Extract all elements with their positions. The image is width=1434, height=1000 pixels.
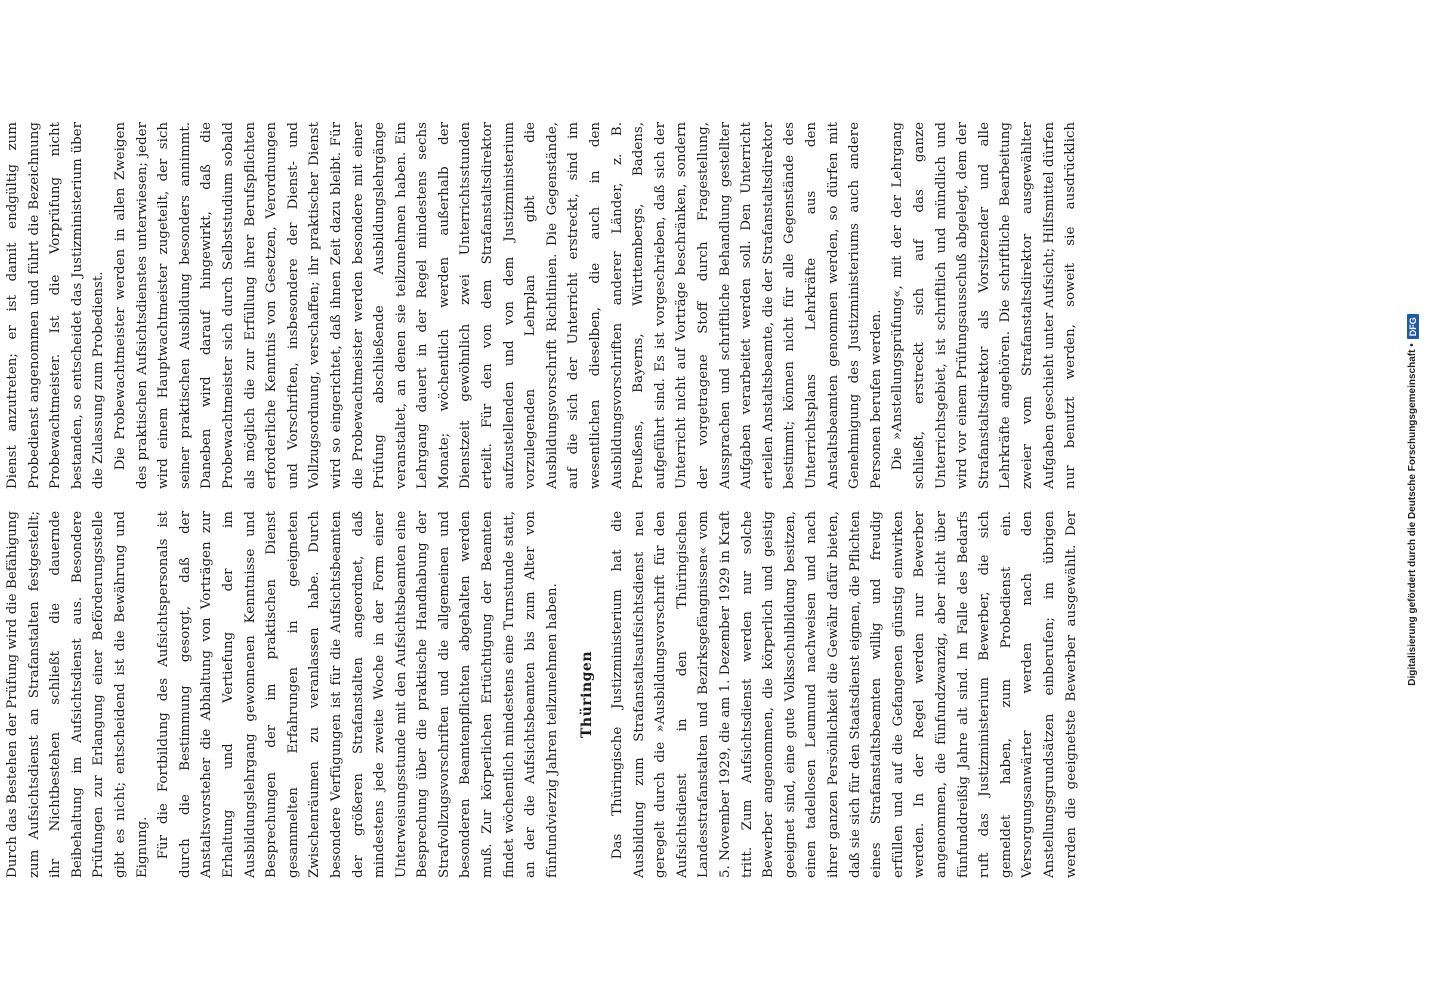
paragraph: Für die Fortbildung des Aufsichtspersonals ist durch die Bestimmung gesorgt, daß der Anstaltsvorsteher die Abhaltung von Vorträgen zur Erhaltung und Vertiefung der im Ausbildungslehrgang gewonnenen Kenntnisse und Besprechungen der im praktischen Dienst gesammelten Erfahrungen in geeigneten Zwischenräumen zu veranlassen habe. Durch besondere Verfügungen ist für die Aufsichtsbeamten der größeren Strafanstalten angeordnet, daß mindestens jede zweite Woche in der Form einer Unterweisungsstunde mit den Aufsichtsbeamten eine Besprechung über die praktische Handhabung der Strafvollzugsvorschriften und die allgemeinen und besonderen Beamtenpflichten abgehalten werden muß. Zur körperlichen Ertüchtigung der Beamten findet wöchentlich mindestens eine Turnstunde statt, an der die Aufsichtsbeamten bis zum Alter von fünfundvierzig Jahren teilzunehmen haben. (156, 511, 560, 878)
paragraph: Dienst anzutreten; er ist damit endgültig zum Probedienst angenommen und führt die Bezeichnung Probewachtmeister. Ist die Vorprüfung nicht bestanden, so entscheidet das Justizministerium über die Zulassung zum Probedienst. (5, 122, 107, 489)
right-column (2, 122, 1082, 489)
digitization-note (1404, 0, 1422, 1000)
paragraph: Durch das Bestehen der Prüfung wird die Befähigung zum Aufsichtsdienst an Strafanstalten festgestellt; ihr Nichtbestehen schließt die dauernde Beibehaltung im Aufsichtsdienst aus. Besondere Prüfungen zur Erlangung einer Beförderungsstelle gibt es nicht; entscheidend ist die Bewährung und Eignung. (5, 511, 150, 878)
dfg-logo: DFG (1407, 314, 1419, 339)
section-heading: Thüringen (579, 650, 596, 739)
rotated-document-page (0, 100, 1120, 900)
text-columns (2, 122, 1082, 878)
paragraph: Das Thüringische Justizministerium hat die Ausbildung zum Strafanstaltsaufsichtsdienst neu geregelt durch die »Ausbildungsvorschrift für den Aufsichtsdienst in den Thüringischen Landesstrafanstalten und Bezirksgefängnissen« vom 5. November 1929, die am 1. Dezember 1929 in Kraft tritt. Zum Aufsichtsdienst werden nur solche Bewerber angenommen, die körperlich und geistig geeignet sind, eine gute Volksschulbildung besitzen, einen tadellosen Leumund nachweisen und nach ihrer ganzen Persönlichkeit die Gewähr dafür bieten, daß sie sich für den Staatsdienst eignen, die Pflichten eines Strafanstaltsbeamten willig und freudig erfüllen und auf die Gefangenen günstig einwirken werden. In der Regel werden nur Bewerber angenommen, die fünfundzwanzig, aber nicht über fünfunddreißig Jahre alt sind. Im Falle des Bedarfs ruft das Justizministerium Bewerber, die sich gemeldet haben, zum Probedienst ein. Versorgungsanwärter werden nach den Anstellungsgrundsätzen einberufen; im übrigen werden die geeignetste Bewerber ausgewählt. Der (610, 511, 1079, 878)
digitization-note-text: Digitalisierung gefördert durch die Deutsche Forschungsgemeinschaft • (1407, 343, 1418, 686)
paragraph: Die Probewachtmeister werden in allen Zweigen des praktischen Aufsichtsdienstes unterwiesen; jeder wird einem Hauptwachtmeister zugeteilt, der sich seiner praktischen Ausbildung besonders annimmt. Daneben wird darauf hingewirkt, daß die Probewachtmeister sich durch Selbststudium sobald als möglich die zur Erfüllung ihrer Berufspflichten erforderliche Kenntnis von Gesetzen, Verordnungen und Vorschriften, insbesondere der Dienst- und Vollzugsordnung, verschaffen; ihr praktischer Dienst wird so eingerichtet, daß ihnen Zeit dazu bleibt. Für die Probewachtmeister werden besondere mit einer Prüfung abschließende Ausbildungslehrgänge veranstaltet, an denen sie teilzunehmen haben. Ein Lehrgang dauert in der Regel mindestens sechs Monate; wöchentlich werden außerhalb der Dienstzeit gewöhnlich zwei Unterrichtsstunden erteilt. Für den von dem Strafanstaltsdirektor aufzustellenden und von dem Justizministerium vorzulegenden Lehrplan gibt die Ausbildungsvorschrift Richtlinien. Die Gegenstände, auf die sich der Unterricht erstreckt, sind im wesentlichen dieselben, die auch in den Ausbildungsvorschriften anderer Länder, z. B. Preußens, Bayerns, Württembergs, Badens, aufgeführt sind. Es ist vorgeschrieben, daß sich der Unterricht nicht auf Vorträge beschränken, sondern der vorgetragene Stoff durch Fragestellung, Aussprachen und schriftliche Behandlung gestellter Aufgaben verarbeitet werden soll. Den Unterricht erteilen Anstaltsbeamte, die der Strafanstaltsdirektor bestimmt; können nicht für alle Gegenstände des Unterrichtsplans Lehrkräfte aus den Anstaltsbeamten genommen werden, so dürfen mit Genehmigung des Justizministeriums auch andere Personen berufen werden. (112, 122, 884, 489)
left-column (2, 511, 1082, 878)
paragraph: Die »Anstellungsprüfung«, mit der der Lehrgang schließt, erstreckt sich auf das ganze Unterrichtsgebiet, ist schriftlich und mündlich und wird vor einem Prüfungsausschuß abgelegt, dem der Strafanstaltsdirektor als Vorsitzender und alle Lehrkräfte angehören. Die schriftliche Bearbeitung zweier vom Strafanstaltsdirektor ausgewählter Aufgaben geschieht unter Aufsicht; Hilfsmittel dürfen nur benutzt werden, soweit sie ausdrücklich (890, 122, 1079, 489)
